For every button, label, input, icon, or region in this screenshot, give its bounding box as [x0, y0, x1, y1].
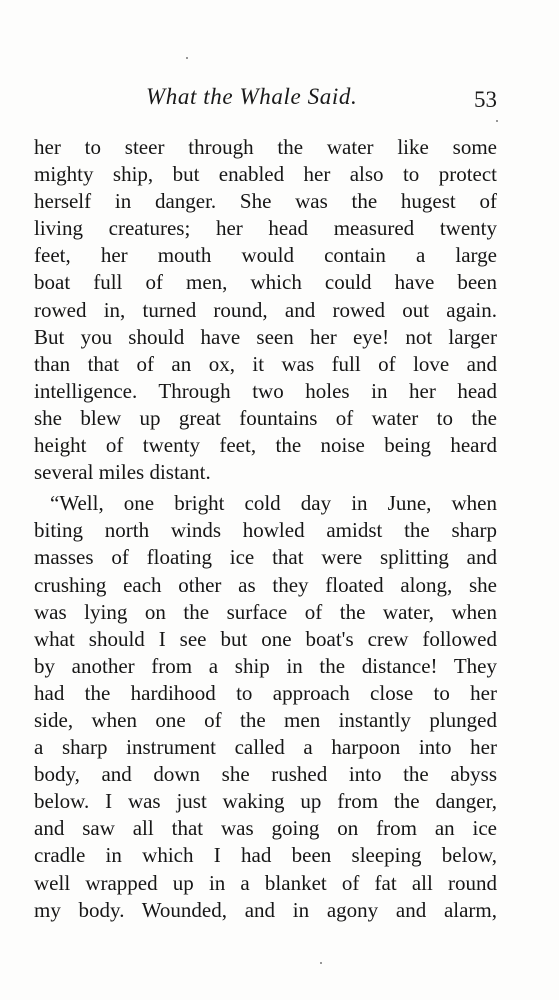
text-line: cradle in which I had been sleeping below, — [34, 843, 497, 868]
text-line: what should I see but one boat's crew followed — [34, 626, 497, 651]
paragraph — [34, 490, 497, 924]
text-line: crushing each other as they floated along, she — [34, 572, 497, 597]
text-line: well wrapped up in a blanket of fat all round — [34, 870, 497, 895]
text-line: she blew up great fountains of water to the — [34, 405, 497, 430]
text-line: a sharp instrument called a harpoon into her — [34, 735, 497, 760]
text-line: by another from a ship in the distance! They — [34, 653, 497, 678]
text-line: than that of an ox, it was full of love and — [34, 351, 497, 376]
text-line: my body. Wounded, and in agony and alarm, — [34, 897, 497, 922]
text-line: masses of floating ice that were splitting and — [34, 545, 497, 570]
paper-speck — [320, 962, 322, 964]
text-line: herself in danger. She was the hugest of — [34, 189, 497, 214]
text-line: side, when one of the men instantly plunged — [34, 707, 497, 732]
text-line: boat full of men, which could have been — [34, 270, 497, 295]
text-line: But you should have seen her eye! not larger — [34, 324, 497, 349]
text-line: intelligence. Through two holes in her head — [34, 378, 497, 403]
text-line: and saw all that was going on from an ice — [34, 816, 497, 841]
text-line: feet, her mouth would contain a large — [34, 243, 497, 268]
text-line: had the hardihood to approach close to her — [34, 680, 497, 705]
text-line: rowed in, turned round, and rowed out again. — [34, 297, 497, 322]
text-line: body, and down she rushed into the abyss — [34, 762, 497, 787]
body-text — [34, 134, 497, 924]
paragraph — [34, 134, 497, 486]
text-line: her to steer through the water like some — [34, 135, 497, 159]
text-line: was lying on the surface of the water, when — [34, 599, 497, 624]
text-line: height of twenty feet, the noise being heard — [34, 433, 497, 458]
running-title: What the Whale Said. — [146, 84, 358, 109]
paper-speck — [186, 57, 188, 59]
text-line: several miles distant. — [34, 460, 211, 485]
text-line: living creatures; her head measured twenty — [34, 216, 497, 241]
text-line: below. I was just waking up from the danger, — [34, 789, 497, 814]
paper-speck — [496, 120, 498, 122]
text-line: “Well, one bright cold day in June, when — [50, 491, 497, 516]
text-line: biting north winds howled amidst the sharp — [34, 518, 497, 543]
page-number: 53 — [474, 87, 497, 112]
running-head — [0, 84, 559, 124]
text-line: mighty ship, but enabled her also to protect — [34, 162, 497, 187]
